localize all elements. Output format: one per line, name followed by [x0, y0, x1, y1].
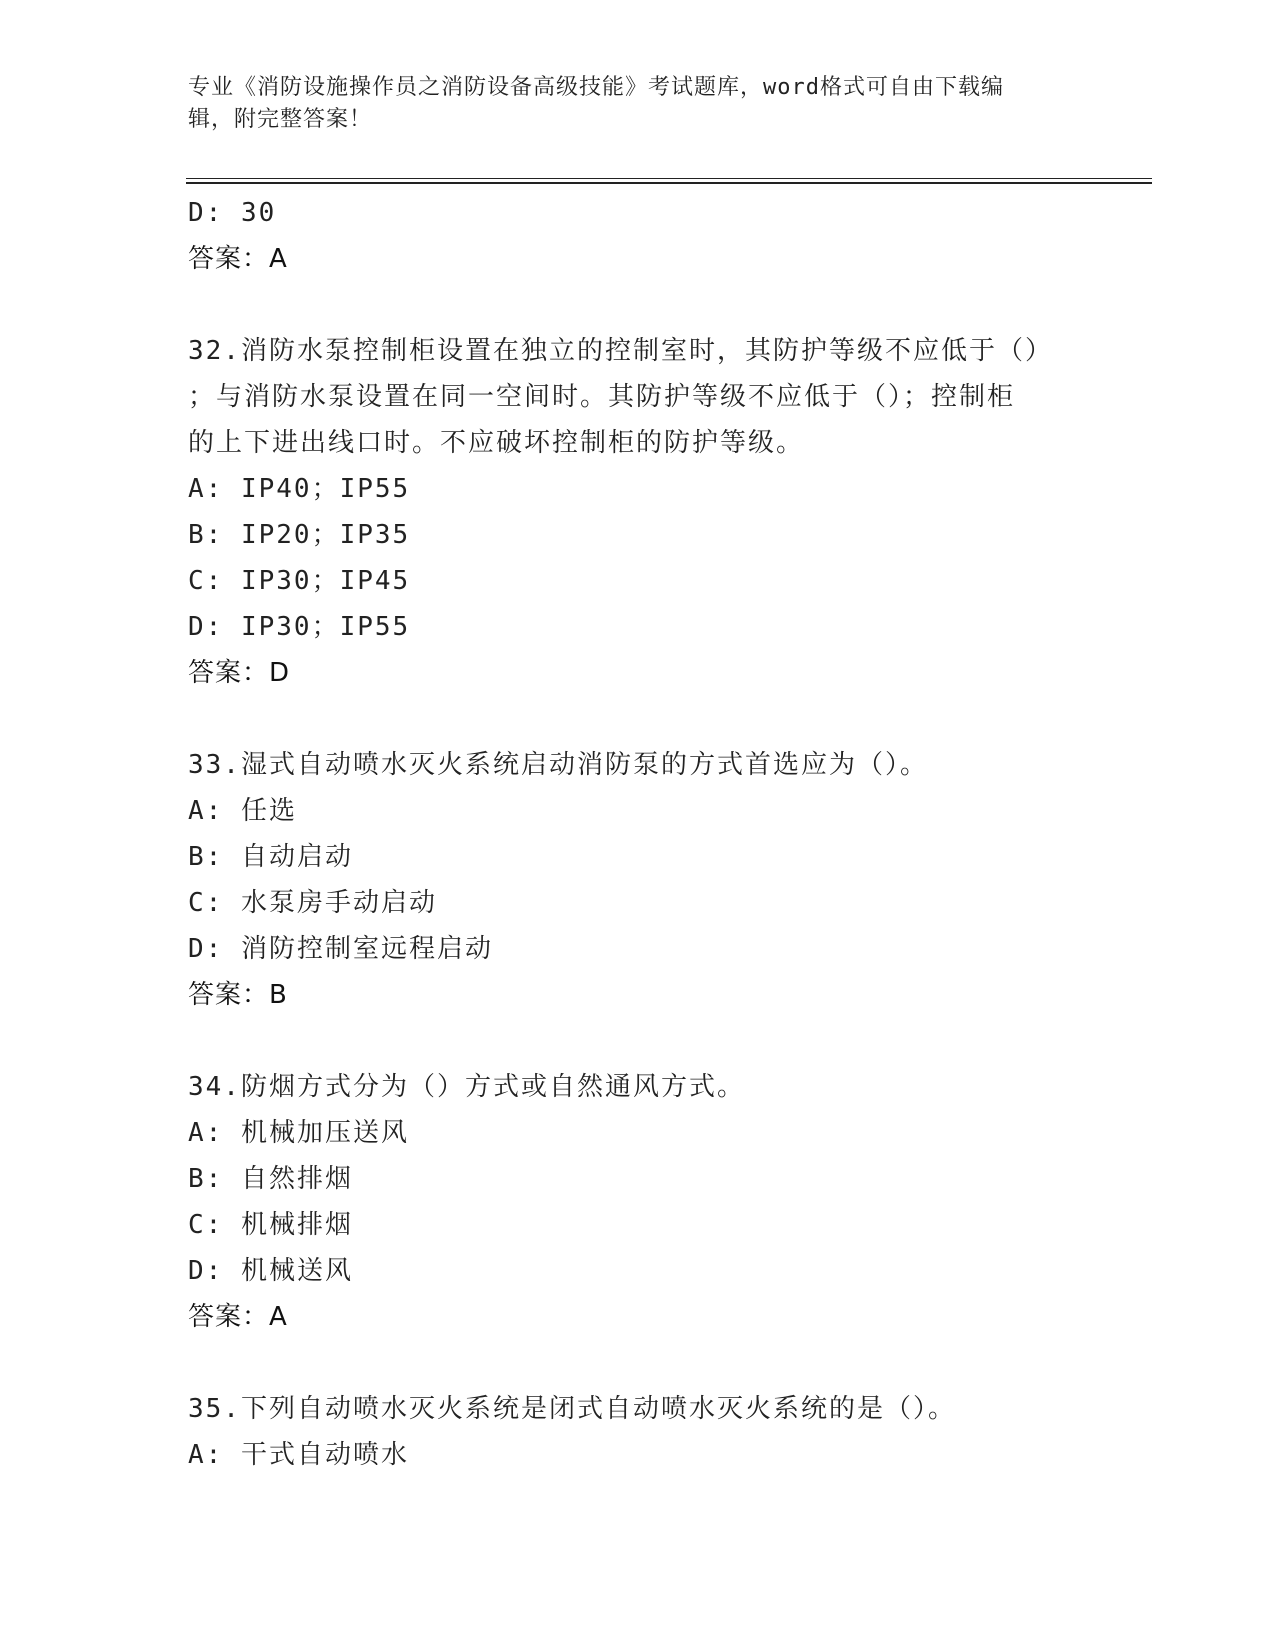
option-d: D: 消防控制室远程启动: [188, 934, 493, 964]
question-31-tail: [188, 190, 1088, 282]
document-header: [188, 72, 1068, 136]
option-c: C: 水泵房手动启动: [188, 888, 437, 918]
question-33: [188, 742, 1088, 1018]
spacer: [188, 282, 1088, 328]
header-title-line-2: 辑，附完整答案！: [188, 107, 373, 132]
question-stem-line: ；与消防水泵设置在同一空间时。其防护等级不应低于（）；控制柜: [188, 382, 1016, 412]
option-c: C: 机械排烟: [188, 1210, 353, 1240]
question-stem-line: 33.湿式自动喷水灭火系统启动消防泵的方式首选应为（）。: [188, 750, 928, 780]
option-d: D: IP30；IP55: [188, 612, 411, 642]
option-a: A: IP40；IP55: [188, 474, 411, 504]
answer-line: 答案：B: [188, 980, 288, 1010]
question-35: [188, 1386, 1088, 1478]
option-d: D: 30: [188, 198, 277, 228]
spacer: [188, 1018, 1088, 1064]
question-stem-line: 的上下进出线口时。不应破坏控制柜的防护等级。: [188, 428, 805, 458]
header-title-line-1: 专业《消防设施操作员之消防设备高级技能》考试题库，word格式可自由下载编: [188, 75, 1004, 100]
question-stem-line: 35.下列自动喷水灭火系统是闭式自动喷水灭火系统的是（）。: [188, 1394, 956, 1424]
option-d: D: 机械送风: [188, 1256, 353, 1286]
spacer: [188, 696, 1088, 742]
header-divider-thick: [186, 182, 1152, 184]
question-list: [188, 190, 1088, 1478]
header-divider-thin: [186, 178, 1152, 179]
option-a: A: 任选: [188, 796, 297, 826]
option-b: B: 自然排烟: [188, 1164, 353, 1194]
option-b: B: 自动启动: [188, 842, 353, 872]
question-32: [188, 328, 1088, 696]
question-stem-line: 32.消防水泵控制柜设置在独立的控制室时，其防护等级不应低于（）: [188, 336, 1053, 366]
option-b: B: IP20；IP35: [188, 520, 411, 550]
answer-line: 答案：D: [188, 658, 291, 688]
option-a: A: 干式自动喷水: [188, 1440, 409, 1470]
question-34: [188, 1064, 1088, 1340]
option-a: A: 机械加压送风: [188, 1118, 409, 1148]
answer-line: 答案：A: [188, 1302, 288, 1332]
spacer: [188, 1340, 1088, 1386]
question-stem-line: 34.防烟方式分为（）方式或自然通风方式。: [188, 1072, 745, 1102]
option-c: C: IP30；IP45: [188, 566, 411, 596]
answer-line: 答案：A: [188, 244, 288, 274]
